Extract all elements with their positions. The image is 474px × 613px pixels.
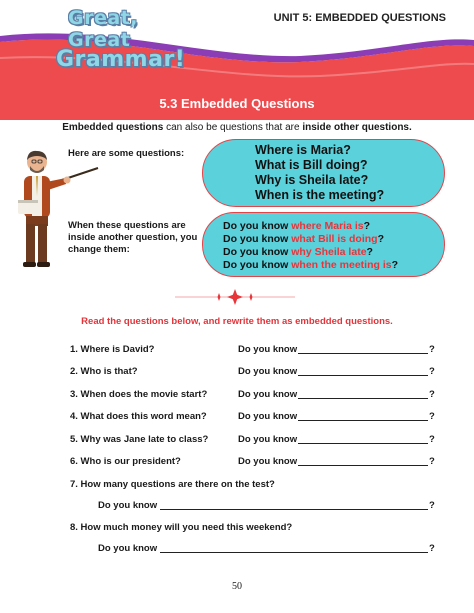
sparkle-divider <box>175 288 295 306</box>
answer-line-4[interactable] <box>298 420 428 421</box>
question-mark: ? <box>429 344 435 355</box>
intro-bold2: inside other questions. <box>302 122 412 133</box>
embedded-clause: when the meeting is <box>291 259 392 271</box>
teacher-illustration <box>6 146 106 276</box>
question-mark: ? <box>429 456 435 467</box>
direct-questions-bubble <box>202 139 445 207</box>
label-some-questions: Here are some questions: <box>68 148 185 159</box>
question-6: 6. Who is our president? <box>70 456 181 467</box>
embedded-clause: where Maria is <box>291 220 364 232</box>
question-mark: ? <box>429 500 435 511</box>
do-you-know-label: Do you know <box>238 389 298 400</box>
answer-line-6[interactable] <box>298 465 428 466</box>
question-3: 3. When does the movie start? <box>70 389 208 400</box>
question-8: 8. How much money will you need this weekend? <box>70 522 293 533</box>
question-7: 7. How many questions are there on the test? <box>70 479 275 490</box>
sparkle-icon <box>250 293 253 301</box>
unit-title: UNIT 5: EMBEDDED QUESTIONS <box>273 12 446 24</box>
logo-line1: Great, Great <box>68 7 138 51</box>
embedded-prefix: Do you know <box>223 246 292 258</box>
embedded-end: ? <box>391 259 399 271</box>
direct-question: What is Bill doing? <box>255 158 368 172</box>
do-you-know-label: Do you know <box>238 456 298 467</box>
answer-line-8[interactable] <box>160 552 428 553</box>
embedded-end: ? <box>363 220 371 232</box>
question-4: 4. What does this word mean? <box>70 411 207 422</box>
question-mark: ? <box>429 543 435 554</box>
do-you-know-label: Do you know <box>238 344 298 355</box>
intro-middle: can also be questions that are <box>163 122 303 133</box>
embedded-prefix: Do you know <box>223 220 292 232</box>
embedded-question <box>223 259 444 272</box>
intro-bold1: Embedded questions <box>62 122 164 133</box>
embedded-clause: why Sheila late <box>291 246 367 258</box>
question-1: 1. Where is David? <box>70 344 155 355</box>
question-5: 5. Why was Jane late to class? <box>70 434 209 445</box>
embedded-question <box>223 233 444 246</box>
do-you-know-label: Do you know <box>98 543 158 554</box>
answer-line-1[interactable] <box>298 353 428 354</box>
page-number: 50 <box>232 581 242 592</box>
embedded-question <box>223 220 444 233</box>
embedded-questions-bubble <box>202 212 445 277</box>
exercise-instructions: Read the questions below, and rewrite them as embedded questions. <box>81 316 393 327</box>
intro-text <box>0 122 474 133</box>
direct-question: Where is Maria? <box>255 143 351 157</box>
answer-line-7[interactable] <box>160 509 428 510</box>
sparkle-icon <box>218 293 221 301</box>
label-inside-question: When these questions are inside another question, you change them: <box>68 220 198 255</box>
question-mark: ? <box>429 411 435 422</box>
question-mark: ? <box>429 366 435 377</box>
embedded-prefix: Do you know <box>223 233 292 245</box>
embedded-end: ? <box>377 233 385 245</box>
question-mark: ? <box>429 389 435 400</box>
do-you-know-label: Do you know <box>238 411 298 422</box>
question-mark: ? <box>429 434 435 445</box>
embedded-prefix: Do you know <box>223 259 292 271</box>
logo-line2: Grammar! <box>56 47 186 72</box>
do-you-know-label: Do you know <box>238 434 298 445</box>
embedded-clause: what Bill is doing <box>291 233 378 245</box>
answer-line-3[interactable] <box>298 398 428 399</box>
section-title: 5.3 Embedded Questions <box>159 96 315 111</box>
embedded-end: ? <box>366 246 373 258</box>
direct-question: When is the meeting? <box>255 188 385 202</box>
do-you-know-label: Do you know <box>98 500 158 511</box>
question-2: 2. Who is that? <box>70 366 138 377</box>
logo <box>56 7 186 72</box>
embedded-question <box>223 246 444 259</box>
answer-line-2[interactable] <box>298 375 428 376</box>
direct-question: Why is Sheila late? <box>255 173 369 187</box>
do-you-know-label: Do you know <box>238 366 298 377</box>
answer-line-5[interactable] <box>298 443 428 444</box>
